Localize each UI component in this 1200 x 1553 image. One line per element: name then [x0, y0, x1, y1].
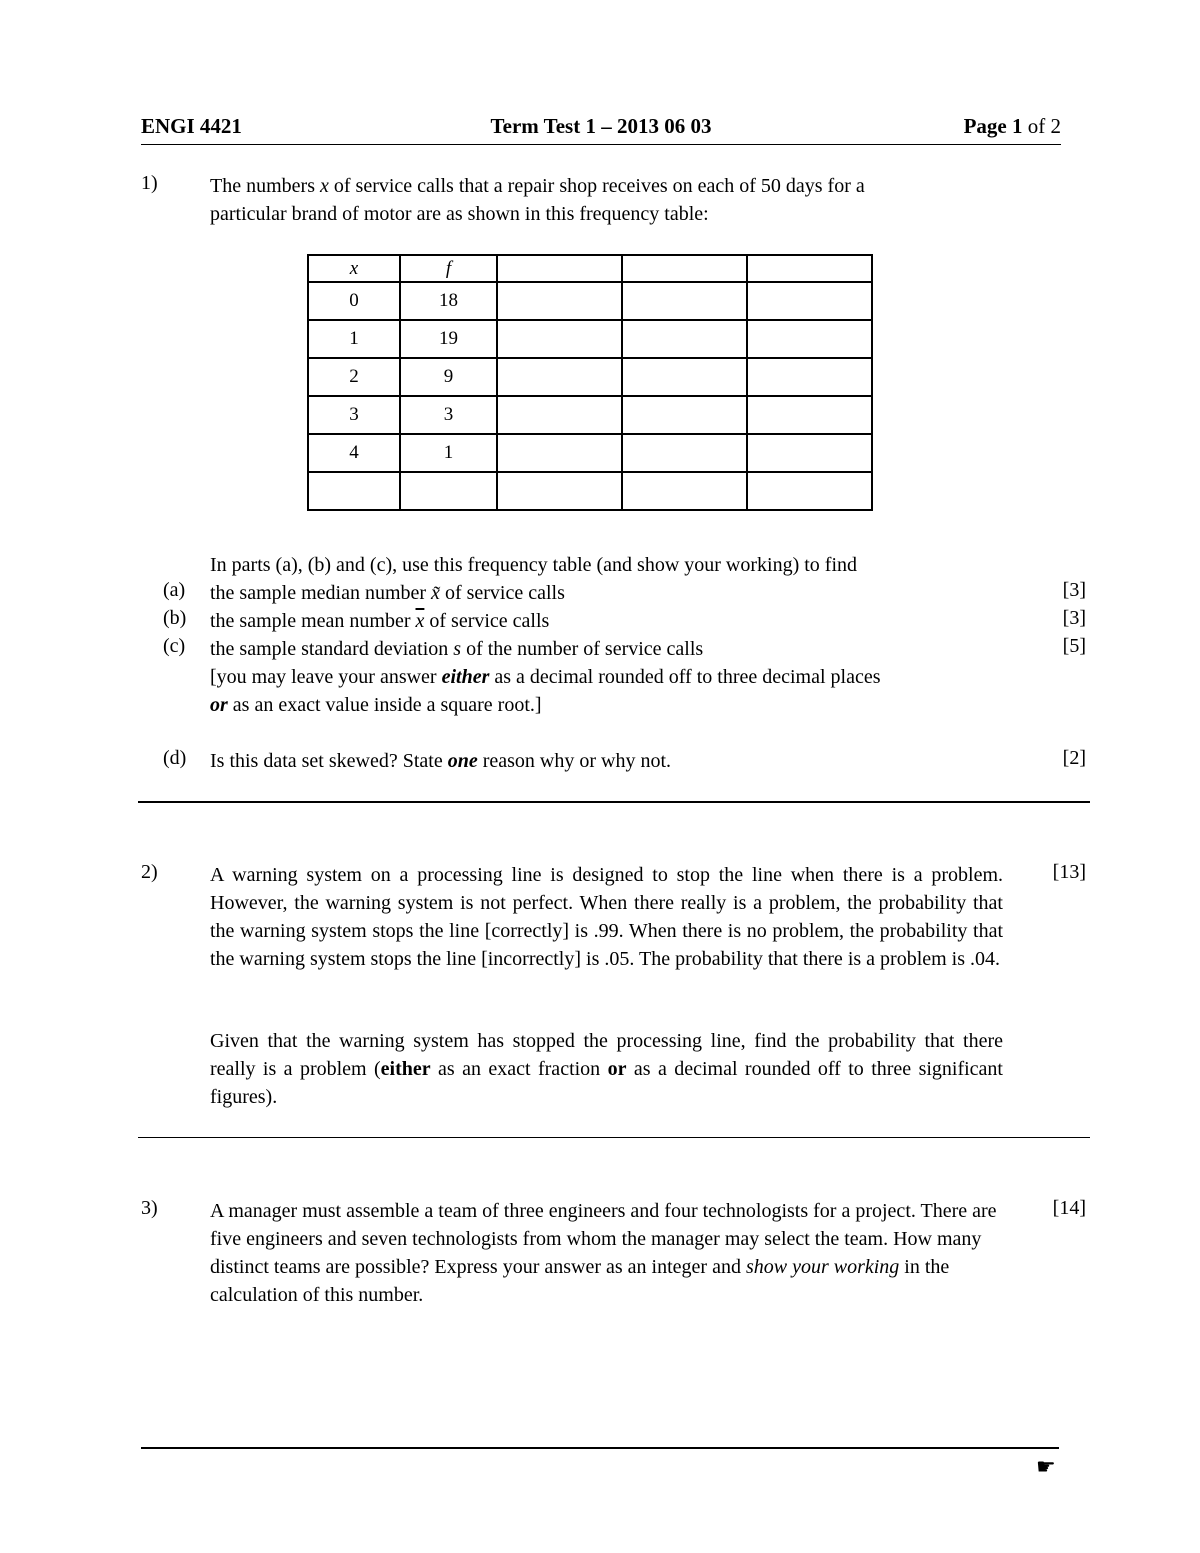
q1-b-text-1: the sample mean number: [210, 610, 416, 632]
table-cell-blank: [497, 358, 622, 396]
table-cell-blank: [622, 472, 747, 510]
table-cell-blank: [497, 472, 622, 510]
course-code: ENGI 4421: [141, 114, 242, 138]
q2-paragraph-1: A warning system on a processing line is designed to stop the line when there is a problem. However, the warning system is not perfect. When there really is a problem, the probability that the warning system stops the line [correctly] is .99. When there is no problem, the probability that the warning system stops the line [incorrectly] is .05. The probability that there is a problem is .04.: [210, 864, 1003, 970]
table-cell-f: 1: [400, 434, 497, 472]
q1-c-note-3: as an exact value inside a square root.]: [227, 694, 542, 716]
q1-intro-c: particular brand of motor are as shown in this frequency table:: [210, 203, 709, 225]
q3-p1-b: in the calculation of this number.: [210, 1256, 950, 1306]
q1-var-x: x: [319, 175, 329, 197]
q2-p2-either: either: [380, 1058, 431, 1080]
q3-paragraph: [210, 1197, 1000, 1309]
q1-d-label: (d): [163, 747, 187, 769]
stddev-symbol: s: [453, 638, 462, 660]
page-word: Page: [963, 114, 1007, 138]
q1-c-text-2: of the number of service calls: [461, 638, 704, 660]
table-cell-blank: [747, 472, 872, 510]
table-cell-blank: [747, 282, 872, 320]
q1-c-text: [210, 635, 1010, 719]
table-cell-blank: [308, 472, 400, 510]
q2-p2-or: or: [607, 1058, 627, 1080]
q1-b-label: (b): [163, 607, 187, 629]
test-title: Term Test 1 – 2013 06 03: [490, 114, 712, 138]
q1-c-mark: [5]: [1062, 635, 1086, 657]
table-cell-blank: [497, 282, 622, 320]
table-row: [308, 434, 872, 472]
q1-b-text-2: of service calls: [424, 610, 550, 632]
table-cell-x: 1: [308, 320, 400, 358]
pointing-hand-icon: ☛: [1036, 1454, 1056, 1479]
table-cell-f: 9: [400, 358, 497, 396]
table-cell-x: 0: [308, 282, 400, 320]
q2-p2-a: Given that the warning system has stopped the processing line, find the probability that there really is a problem (: [210, 1030, 1003, 1080]
section-divider: [138, 801, 1090, 803]
q1-c-note-either: either: [441, 666, 490, 688]
q2-number: 2): [141, 861, 158, 883]
table-cell-x: 3: [308, 396, 400, 434]
table-cell-blank: [622, 320, 747, 358]
q2-paragraph-2: [210, 1027, 1003, 1111]
q3-mark: [14]: [1052, 1197, 1086, 1219]
q1-intro: [210, 172, 1010, 228]
q1-a-text: [210, 579, 970, 607]
table-cell-blank: [622, 434, 747, 472]
q1-number: 1): [141, 172, 158, 194]
table-cell-blank: [747, 396, 872, 434]
q1-d-mark: [2]: [1062, 747, 1086, 769]
q3-show-working: show your working: [745, 1256, 900, 1278]
table-cell-blank: [622, 282, 747, 320]
table-cell-blank: [747, 434, 872, 472]
q1-a-mark: [3]: [1062, 579, 1086, 601]
q2-p2-c: as a decimal rounded off to three significant figures).: [210, 1058, 1003, 1108]
table-header-x: x: [308, 255, 400, 282]
q1-b-mark: [3]: [1062, 607, 1086, 629]
q2-mark: [13]: [1052, 861, 1086, 883]
table-cell-f: 3: [400, 396, 497, 434]
table-header-row: [308, 255, 872, 282]
q1-intro-a: The numbers: [210, 175, 320, 197]
table-cell-f: 19: [400, 320, 497, 358]
page-of: of 2: [1027, 114, 1061, 138]
table-cell-x: 4: [308, 434, 400, 472]
q3-p1-a: A manager must assemble a team of three engineers and four technologists for a project. There are five engineers and seven technologists from whom the manager may select the team. How many distinct teams are possible? Express your answer as an integer and: [210, 1200, 997, 1278]
table-row: [308, 320, 872, 358]
table-row: [308, 358, 872, 396]
table-header-blank: [497, 255, 622, 282]
page-indicator: [964, 114, 1061, 139]
q1-a-text-1: the sample median number: [210, 582, 432, 604]
q1-c-text-1: the sample standard deviation: [210, 638, 454, 660]
page-header: [141, 114, 1061, 145]
q1-c-note-or: or: [210, 694, 228, 716]
table-cell-blank: [747, 320, 872, 358]
table-row: [308, 396, 872, 434]
frequency-table: [307, 254, 873, 511]
table-cell-x: 2: [308, 358, 400, 396]
section-divider: [138, 1137, 1090, 1138]
footer-rule: [141, 1447, 1059, 1449]
q1-instruction: In parts (a), (b) and (c), use this frequency table (and show your working) to find: [210, 554, 858, 576]
q1-c-note-2: as a decimal rounded off to three decimal places: [489, 666, 881, 688]
table-row: [308, 282, 872, 320]
table-cell-blank: [497, 396, 622, 434]
q1-d-text-1: Is this data set skewed? State: [210, 750, 448, 772]
table-cell-blank: [622, 358, 747, 396]
q1-d-text-2: reason why or why not.: [477, 750, 672, 772]
median-symbol: x̃: [431, 582, 440, 604]
table-cell-blank: [497, 320, 622, 358]
table-cell-blank: [747, 358, 872, 396]
mean-symbol: $\overline{x}$: [415, 610, 425, 632]
table-row: [308, 472, 872, 510]
table-cell-blank: [400, 472, 497, 510]
table-cell-blank: [497, 434, 622, 472]
q1-c-label: (c): [163, 635, 186, 657]
table-cell-blank: [622, 396, 747, 434]
q1-c-note-1: [you may leave your answer: [210, 666, 442, 688]
q3-number: 3): [141, 1197, 158, 1219]
page-number: 1: [1012, 114, 1023, 138]
q1-a-label: (a): [163, 579, 186, 601]
table-cell-f: 18: [400, 282, 497, 320]
q1-intro-b: of service calls that a repair shop receives on each of 50 days for a: [328, 175, 865, 197]
q1-d-text: [210, 747, 970, 775]
q2-p2-b: as an exact fraction: [430, 1058, 608, 1080]
q1-b-text: [210, 607, 970, 635]
table-header-f: f: [400, 255, 497, 282]
table-header-blank: [747, 255, 872, 282]
table-header-blank: [622, 255, 747, 282]
q1-d-one: one: [447, 750, 478, 772]
q1-a-text-2: of service calls: [439, 582, 565, 604]
